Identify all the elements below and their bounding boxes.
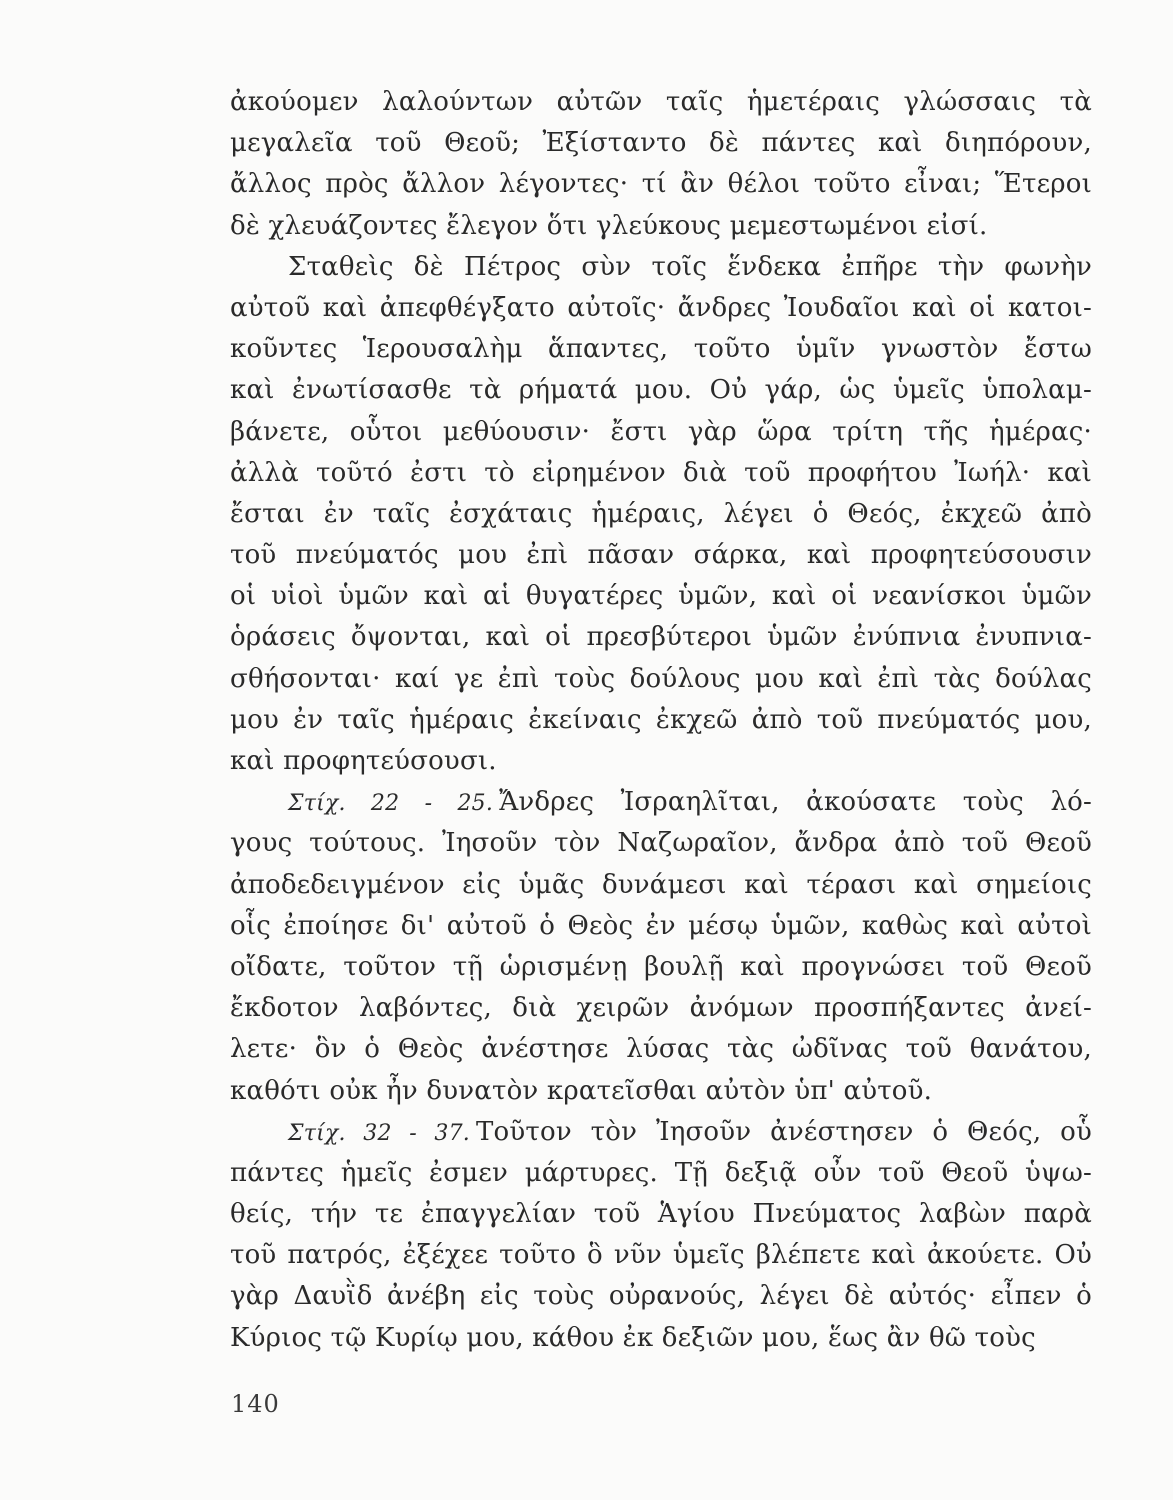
text-line (230, 412, 1092, 453)
text-line (230, 741, 1092, 782)
line-text: καὶ προφητεύσουσι. (230, 746, 497, 776)
line-text: Κύριος τῷ Κυρίῳ μου, κάθου ἐκ δεξιῶν μου, ἕως ἂν θῶ τοὺς (230, 1322, 1036, 1353)
line-text: ἄλλος πρὸς ἄλλον λέγοντες· τί ἂν θέλοι τοῦτο εἶναι; Ἕτεροι (230, 169, 1092, 200)
line-text: αὐτοῦ καὶ ἀπεφθέγξατο αὐτοῖς· ἄνδρες Ἰουδαῖοι καὶ οἱ κατοι- (230, 292, 1092, 323)
text-line (230, 906, 1092, 947)
text-line (230, 1153, 1092, 1194)
verse-reference: Στίχ. 32 - 37. (288, 1120, 470, 1146)
text-line (230, 1235, 1092, 1276)
line-text: Τοῦτον τὸν Ἰησοῦν ἀνέστησεν ὁ Θεός, οὗ (476, 1116, 1092, 1147)
text-line (230, 947, 1092, 988)
text-line (230, 288, 1092, 329)
text-line (230, 453, 1092, 494)
text-line (230, 865, 1092, 906)
text-line (230, 823, 1092, 864)
text-line (230, 370, 1092, 411)
text-line (230, 1318, 1092, 1359)
line-text: πάντες ἡμεῖς ἐσμεν μάρτυρες. Τῇ δεξιᾷ οὖν τοῦ Θεοῦ ὑψω- (230, 1157, 1092, 1188)
text-line (230, 329, 1092, 370)
line-text: μεγαλεῖα τοῦ Θεοῦ; Ἐξίσταντο δὲ πάντες καὶ διηπόρουν, (230, 128, 1092, 159)
body-text (230, 82, 1092, 1359)
text-line (230, 494, 1092, 535)
verse-reference: Στίχ. 22 - 25. (288, 791, 494, 817)
text-line (230, 123, 1092, 164)
page-number: 140 (231, 1390, 280, 1418)
line-text: ὁράσεις ὄψονται, καὶ οἱ πρεσβύτεροι ὑμῶν ἐνύπνια ἐνυπνια- (230, 622, 1092, 653)
line-text: ἔσται ἐν ταῖς ἐσχάταις ἡμέραις, λέγει ὁ Θεός, ἐκχεῶ ἀπὸ (230, 498, 1092, 529)
text-line (230, 82, 1092, 123)
line-text: θείς, τήν τε ἐπαγγελίαν τοῦ Ἁγίου Πνεύματος λαβὼν παρὰ (230, 1199, 1092, 1230)
text-line (230, 988, 1092, 1029)
line-text: μου ἐν ταῖς ἡμέραις ἐκείναις ἐκχεῶ ἀπὸ τοῦ πνεύματός μου, (230, 704, 1092, 735)
paragraph (230, 1112, 1092, 1359)
line-text: ἀκούομεν λαλούντων αὐτῶν ταῖς ἡμετέραις γλώσσαις τὰ (230, 87, 1092, 117)
paragraph (230, 247, 1092, 782)
line-text: καὶ ἐνωτίσασθε τὰ ρήματά μου. Οὐ γάρ, ὡς ὑμεῖς ὑπολαμ- (230, 375, 1092, 406)
line-text: οἷς ἐποίησε δι' αὐτοῦ ὁ Θεὸς ἐν μέσῳ ὑμῶν, καθὼς καὶ αὐτοὶ (230, 910, 1092, 941)
line-text: οἴδατε, τοῦτον τῇ ὡρισμένῃ βουλῇ καὶ προγνώσει τοῦ Θεοῦ (230, 951, 1092, 982)
text-line (230, 164, 1092, 205)
text-line (230, 1071, 1092, 1112)
line-text: γους τούτους. Ἰησοῦν τὸν Ναζωραῖον, ἄνδρα ἀπὸ τοῦ Θεοῦ (230, 828, 1092, 859)
paragraph (230, 782, 1092, 1112)
text-line (230, 1112, 1092, 1153)
text-line (230, 1276, 1092, 1317)
line-text: οἱ υἱοὶ ὑμῶν καὶ αἱ θυγατέρες ὑμῶν, καὶ οἱ νεανίσκοι ὑμῶν (230, 581, 1092, 612)
line-text: τοῦ πατρός, ἐξέχεε τοῦτο ὃ νῦν ὑμεῖς βλέπετε καὶ ἀκούετε. Οὐ (230, 1240, 1092, 1271)
text-line (230, 1194, 1092, 1235)
text-line (230, 659, 1092, 700)
line-text: λετε· ὃν ὁ Θεὸς ἀνέστησε λύσας τὰς ὠδῖνας τοῦ θανάτου, (230, 1034, 1092, 1065)
line-text: Σταθεὶς δὲ Πέτρος σὺν τοῖς ἕνδεκα ἐπῆρε τὴν φωνὴν (288, 251, 1092, 282)
paragraph (230, 82, 1092, 247)
text-line (230, 617, 1092, 658)
line-text: καθότι οὐκ ἦν δυνατὸν κρατεῖσθαι αὐτὸν ὑπ' αὐτοῦ. (230, 1075, 933, 1106)
line-text: τοῦ πνεύματός μου ἐπὶ πᾶσαν σάρκα, καὶ προφητεύσουσιν (230, 540, 1092, 571)
text-line (230, 247, 1092, 288)
text-line (230, 782, 1092, 823)
line-text: κοῦντες Ἱερουσαλὴμ ἅπαντες, τοῦτο ὑμῖν γνωστὸν ἔστω (230, 334, 1092, 365)
line-text: Ἄνδρες Ἰσραηλῖται, ἀκούσατε τοὺς λό- (499, 787, 1092, 818)
line-text: βάνετε, οὗτοι μεθύουσιν· ἔστι γὰρ ὥρα τρίτη τῆς ἡμέρας· (230, 416, 1092, 447)
line-text: ἀποδεδειγμένον εἰς ὑμᾶς δυνάμεσι καὶ τέρασι καὶ σημείοις (230, 869, 1092, 900)
text-line (230, 206, 1092, 247)
line-text: γὰρ Δαυῒδ ἀνέβη εἰς τοὺς οὐρανούς, λέγει δὲ αὐτός· εἶπεν ὁ (230, 1281, 1092, 1312)
text-line (230, 1029, 1092, 1070)
line-text: δὲ χλευάζοντες ἔλεγον ὅτι γλεύκους μεμεστωμένοι εἰσί. (230, 210, 988, 241)
line-text: σθήσονται· καί γε ἐπὶ τοὺς δούλους μου καὶ ἐπὶ τὰς δούλας (230, 663, 1092, 694)
text-line (230, 576, 1092, 617)
line-text: ἀλλὰ τοῦτό ἐστι τὸ εἰρημένον διὰ τοῦ προφήτου Ἰωήλ· καὶ (230, 457, 1092, 488)
text-line (230, 535, 1092, 576)
line-text: ἔκδοτον λαβόντες, διὰ χειρῶν ἀνόμων προσπήξαντες ἀνεί- (230, 993, 1092, 1024)
text-line (230, 700, 1092, 741)
